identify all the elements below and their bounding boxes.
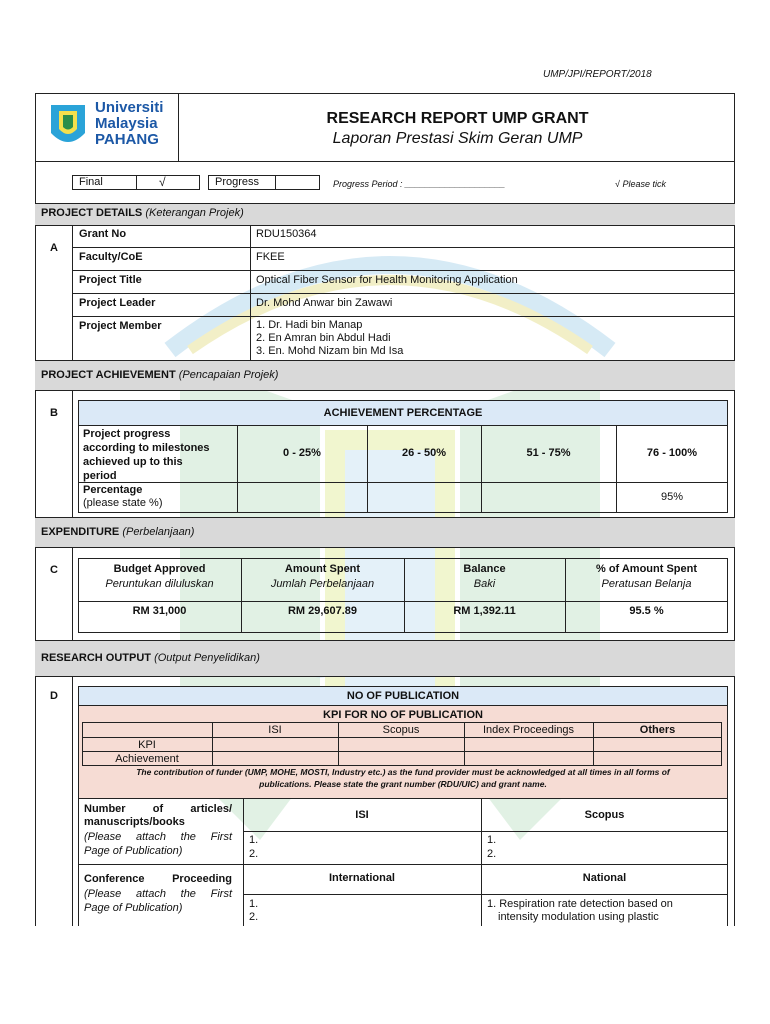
isi-item-1: 1. xyxy=(249,834,259,846)
project-leader-label: Project Leader xyxy=(79,297,156,309)
section-title-expenditure xyxy=(41,526,194,538)
report-subtitle: Laporan Prestasi Skim Geran UMP xyxy=(332,130,583,147)
articles-label xyxy=(84,802,232,816)
scopus-header: Scopus xyxy=(584,809,625,821)
pct-spent-label: % of Amount Spent xyxy=(595,563,698,575)
isi-header: ISI xyxy=(355,809,369,821)
articles-label-line-2: manuscripts/books xyxy=(84,816,185,828)
national-item-1: 1. Respiration rate detection based on xyxy=(487,898,673,910)
national-header: National xyxy=(582,872,627,884)
range-51-75: 51 - 75% xyxy=(526,447,571,459)
report-title: RESEARCH REPORT UMP GRANT xyxy=(326,110,589,127)
progress-label-line-4: period xyxy=(83,470,117,482)
national-item-1-cont: intensity modulation using plastic xyxy=(498,911,659,923)
articles-attach-line-2: Page of Publication) xyxy=(84,845,183,857)
achievement-header: ACHIEVEMENT PERCENTAGE xyxy=(323,407,483,419)
project-member-2: 2. En Amran bin Abdul Hadi xyxy=(256,332,391,344)
section-achievement-ms: (Pencapaian Projek) xyxy=(178,369,279,381)
project-title-value: Optical Fiber Sensor for Health Monitoring Application xyxy=(256,274,518,286)
section-achievement-en: PROJECT ACHIEVEMENT xyxy=(41,369,176,381)
progress-milestones-label xyxy=(83,427,210,483)
section-output-en: RESEARCH OUTPUT xyxy=(41,652,152,664)
range-26-50: 26 - 50% xyxy=(401,447,447,459)
section-details-ms: (Keterangan Projek) xyxy=(145,207,244,219)
logo-emblem-icon xyxy=(47,99,89,155)
section-title-achievement xyxy=(41,369,278,381)
range-0-25: 0 - 25% xyxy=(283,447,321,459)
pct-spent-label-ms: Peratusan Belanja xyxy=(601,578,692,590)
section-output-ms: (Output Penyelidikan) xyxy=(154,652,260,664)
logo-line-2: Malaysia xyxy=(95,115,158,132)
conference-label: Conference Proceeding xyxy=(84,873,232,885)
grant-no-value: RDU150364 xyxy=(256,228,317,240)
reference-code: UMP/JPI/REPORT/2018 xyxy=(543,69,652,80)
percentage-label: Percentage xyxy=(83,484,143,496)
articles-attach-line-1: (Please attach the First xyxy=(84,831,232,843)
spent-value: RM 29,607.89 xyxy=(287,605,358,617)
project-leader-value: Dr. Mohd Anwar bin Zawawi xyxy=(256,297,393,309)
kpi-col-scopus: Scopus xyxy=(382,724,420,736)
percentage-sublabel: (please state %) xyxy=(83,497,163,509)
section-letter-b: B xyxy=(50,407,58,419)
publication-header: NO OF PUBLICATION xyxy=(346,690,460,702)
amount-spent-label: Amount Spent xyxy=(284,563,361,575)
range-76-100: 76 - 100% xyxy=(646,447,698,459)
balance-label: Balance xyxy=(463,563,506,575)
logo-line-1: Universiti xyxy=(95,99,164,116)
section-expenditure-ms: (Perbelanjaan) xyxy=(122,526,195,538)
progress-label-line-2: according to milestones xyxy=(83,442,210,454)
please-tick-note: √ Please tick xyxy=(615,179,666,189)
section-title-details xyxy=(41,207,244,219)
kpi-row-achievement: Achievement xyxy=(115,753,179,765)
balance-value: RM 1,392.11 xyxy=(453,605,516,617)
balance-label-ms: Baki xyxy=(473,578,496,590)
articles-attach-note xyxy=(84,830,232,858)
project-member-1: 1. Dr. Hadi bin Manap xyxy=(256,319,363,331)
conference-attach-note xyxy=(84,887,232,915)
faculty-label: Faculty/CoE xyxy=(79,251,143,263)
isi-item-2: 2. xyxy=(249,848,259,860)
funder-note-1: The contribution of funder (UMP, MOHE, MOSTI, Industry etc.) as the fund provider must be acknowledged at all times in all forms of xyxy=(136,767,670,777)
kpi-col-isi: ISI xyxy=(268,724,282,736)
kpi-col-others: Others xyxy=(639,724,676,736)
final-label: Final xyxy=(79,176,103,188)
amount-spent-label-ms: Jumlah Perbelanjaan xyxy=(270,578,375,590)
percentage-value: 95% xyxy=(660,491,684,503)
intl-item-2: 2. xyxy=(249,911,259,923)
budget-approved-label-ms: Peruntukan diluluskan xyxy=(105,578,214,590)
pct-value: 95.5 % xyxy=(629,605,664,617)
section-expenditure-en: EXPENDITURE xyxy=(41,526,120,538)
international-header: International xyxy=(328,872,395,884)
final-tick: √ xyxy=(159,175,166,189)
progress-period: Progress Period : ____________________ xyxy=(333,179,506,189)
grant-no-label: Grant No xyxy=(79,228,127,240)
kpi-header: KPI FOR NO OF PUBLICATION xyxy=(323,709,483,721)
budget-value: RM 31,000 xyxy=(132,605,187,617)
funder-note-2: publications. Please state the grant number (RDU/UIC) and grant name. xyxy=(259,779,547,789)
progress-label-line-3: achieved up to this xyxy=(83,456,183,468)
university-logo xyxy=(45,97,175,157)
section-letter-a: A xyxy=(50,242,58,254)
project-member-label: Project Member xyxy=(79,320,162,332)
scopus-item-2: 2. xyxy=(487,848,497,860)
faculty-value: FKEE xyxy=(256,251,285,263)
scopus-item-1: 1. xyxy=(487,834,497,846)
kpi-row-kpi: KPI xyxy=(138,739,156,751)
progress-label-line-1: Project progress xyxy=(83,428,171,440)
logo-line-3: PAHANG xyxy=(95,131,159,148)
section-letter-d: D xyxy=(50,690,58,702)
conference-attach-line-2: Page of Publication) xyxy=(84,902,183,914)
budget-approved-label: Budget Approved xyxy=(113,563,206,575)
intl-item-1: 1. xyxy=(249,898,259,910)
project-title-label: Project Title xyxy=(79,274,142,286)
progress-label: Progress xyxy=(215,176,260,188)
section-title-output xyxy=(41,652,260,664)
conference-attach-line-1: (Please attach the First xyxy=(84,888,232,900)
section-details-en: PROJECT DETAILS xyxy=(41,207,143,219)
project-member-3: 3. En. Mohd Nizam bin Md Isa xyxy=(256,345,404,357)
articles-label-line-1: Number of articles/ xyxy=(84,803,232,815)
section-letter-c: C xyxy=(50,564,58,576)
kpi-col-index-proceedings: Index Proceedings xyxy=(482,724,575,736)
